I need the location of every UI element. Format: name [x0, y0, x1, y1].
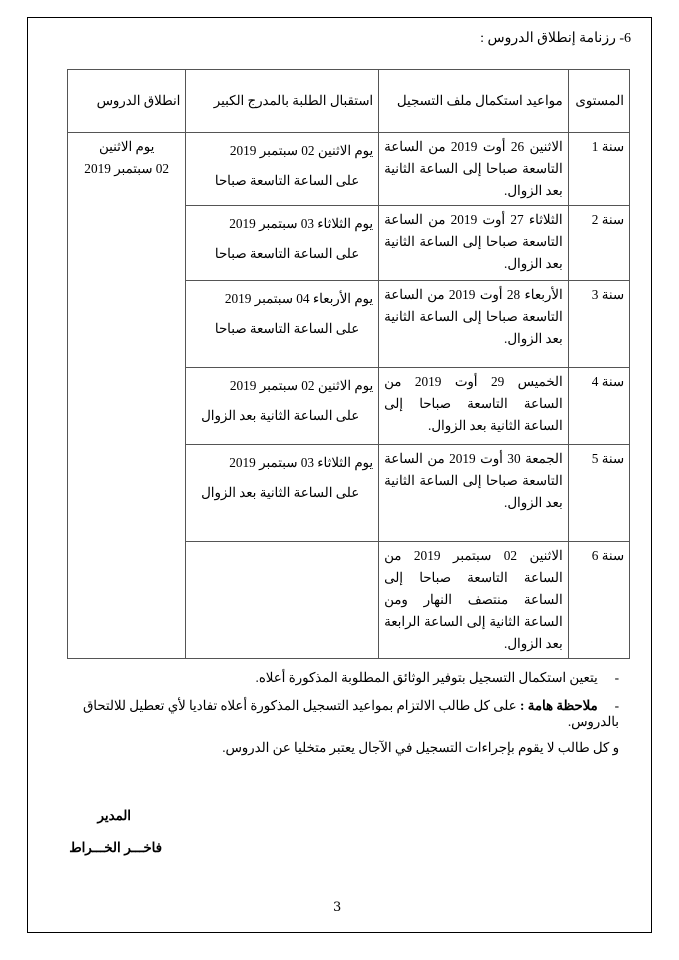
reception-date: يوم الثلاثاء 03 سبتمبر 2019: [229, 455, 374, 470]
reception-cell: [186, 281, 379, 368]
reception-time: على الساعة الثانية بعد الزوال: [201, 408, 360, 423]
table-header-row: [68, 70, 630, 133]
reception-date: يوم الأربعاء 04 سبتمبر 2019: [224, 291, 374, 306]
reception-cell: [186, 133, 379, 206]
level-cell: سنة 6: [568, 542, 629, 659]
start-date: 02 سبتمبر 2019: [84, 161, 170, 176]
level-cell: سنة 5: [568, 445, 629, 542]
bullet-dash: -: [614, 670, 619, 685]
level-cell: سنة 1: [568, 133, 629, 206]
reception-date: يوم الاثنين 02 سبتمبر 2019: [229, 143, 374, 158]
signature-name: فاخـــر الخـــراط: [69, 840, 162, 855]
header-registration: مواعيد استكمال ملف التسجيل: [379, 70, 569, 133]
notes-block: [49, 670, 619, 768]
start-cell: [68, 133, 186, 659]
registration-cell: الخميس 29 أوت 2019 من الساعة التاسعة صباحا إلى الساعة الثانية بعد الزوال.: [379, 368, 569, 445]
note-text: يتعين استكمال التسجيل بتوفير الوثائق المطلوبة المذكورة أعلاه.: [255, 670, 598, 685]
reception-time: على الساعة التاسعة صباحا: [214, 321, 360, 336]
note-item: [49, 740, 619, 756]
reception-time: على الساعة الثانية بعد الزوال: [201, 485, 360, 500]
reception-cell: [186, 445, 379, 542]
reception-time: على الساعة التاسعة صباحا: [214, 173, 360, 188]
header-level: المستوى: [568, 70, 629, 133]
reception-cell: [186, 368, 379, 445]
start-day: يوم الاثنين: [99, 139, 155, 154]
registration-cell: الاثنين 26 أوت 2019 من الساعة التاسعة صباحا إلى الساعة الثانية بعد الزوال.: [379, 133, 569, 206]
note-text: و كل طالب لا يقوم بإجراءات التسجيل في الآجال يعتبر متخليا عن الدروس.: [222, 740, 619, 755]
reception-date: يوم الاثنين 02 سبتمبر 2019: [229, 378, 374, 393]
header-start: انطلاق الدروس: [68, 70, 186, 133]
registration-cell: الجمعة 30 أوت 2019 من الساعة التاسعة صباحا إلى الساعة الثانية بعد الزوال.: [379, 445, 569, 542]
reception-time: على الساعة التاسعة صباحا: [214, 246, 360, 261]
note-label: ملاحظة هامة :: [519, 698, 598, 713]
note-text: على كل طالب الالتزام بمواعيد التسجيل المذكورة أعلاه تفاديا لأي تعطيل للالتحاق بالدروس.: [82, 698, 619, 729]
reception-cell: [186, 206, 379, 281]
registration-cell: الأربعاء 28 أوت 2019 من الساعة التاسعة صباحا إلى الساعة الثانية بعد الزوال.: [379, 281, 569, 368]
signature-title: المدير: [97, 808, 131, 823]
page-number: 3: [333, 900, 342, 915]
table-row: [68, 133, 630, 206]
reception-cell: [186, 542, 379, 659]
level-cell: سنة 3: [568, 281, 629, 368]
reception-date: يوم الثلاثاء 03 سبتمبر 2019: [229, 216, 374, 231]
level-cell: سنة 4: [568, 368, 629, 445]
note-item: [49, 698, 619, 730]
header-reception: استقبال الطلبة بالمدرج الكبير: [186, 70, 379, 133]
registration-cell: الثلاثاء 27 أوت 2019 من الساعة التاسعة صباحا إلى الساعة الثانية بعد الزوال.: [379, 206, 569, 281]
bullet-dash: -: [614, 698, 619, 713]
note-item: [49, 670, 619, 686]
schedule-table: [67, 69, 630, 659]
registration-cell: الاثنين 02 سبتمبر 2019 من الساعة التاسعة صباحا إلى الساعة منتصف النهار ومن الساعة الثانية إلى الساعة الرابعة بعد الزوال.: [379, 542, 569, 659]
section-heading: 6- رزنامة إنطلاق الدروس :: [480, 31, 631, 46]
level-cell: سنة 2: [568, 206, 629, 281]
